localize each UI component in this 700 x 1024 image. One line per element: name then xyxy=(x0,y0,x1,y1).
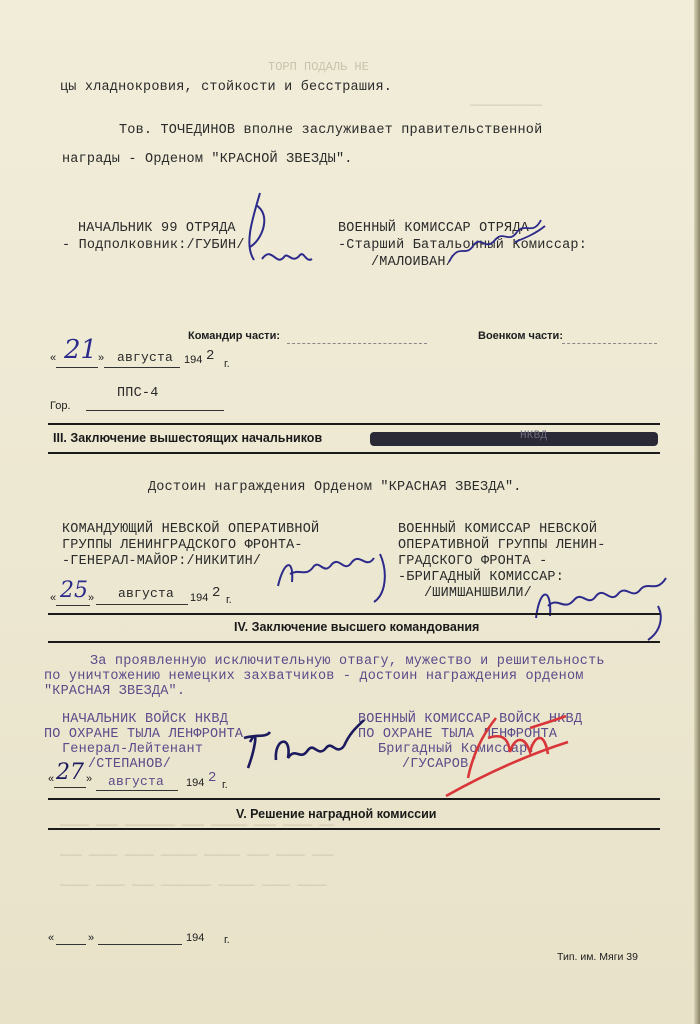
month-underline xyxy=(98,944,182,945)
section-5-title: V. Решение наградной комиссии xyxy=(236,807,437,821)
year-prefix: 194 xyxy=(186,777,205,789)
year-prefix: 194 xyxy=(186,932,205,944)
section-divider xyxy=(48,423,660,425)
date-day: 27 xyxy=(56,760,84,785)
redaction-mark xyxy=(370,432,658,446)
city-label: Гор. xyxy=(50,400,71,412)
year-digit: 2 xyxy=(212,585,221,601)
date-day: 21 xyxy=(64,335,98,365)
signatory-title: КОМАНДУЮЩИЙ НЕВСКОЙ ОПЕРАТИВНОЙ xyxy=(62,522,320,537)
month-underline xyxy=(104,367,180,368)
date-underline xyxy=(56,367,98,368)
signatory-name: /СТЕПАНОВ/ xyxy=(88,757,172,772)
date-quote-open: « xyxy=(50,352,57,364)
section-4-title: IV. Заключение высшего командования xyxy=(234,620,480,634)
signatory-title: НАЧАЛЬНИК ВОЙСК НКВД xyxy=(62,712,229,727)
section-divider xyxy=(48,798,660,800)
text-line: Тов. ТОЧЕДИНОВ вполне заслуживает правительственной xyxy=(119,123,543,138)
bleed-through-text: ———— ———— ——— ——————— ————— ———— ———— xyxy=(60,878,327,892)
bleed-through-text: ———— ——— ——————— ——— ————— ——— ———— —— xyxy=(60,818,334,832)
year-digit: 2 xyxy=(206,348,215,364)
signatory-title: Генерал-Лейтенант xyxy=(62,742,204,757)
bleed-through-text: ——— ———— ———— ————— ————— ——— ———— ——— xyxy=(60,848,334,862)
signatory-name: /ГУСАРОВ/ xyxy=(402,757,477,772)
signature-gusarov-red xyxy=(438,708,578,803)
date-quote-close: » xyxy=(98,352,105,364)
signature-line xyxy=(562,343,657,344)
signatory-title: ВОЕННЫЙ КОМИССАР ВОЙСК НКВД xyxy=(358,712,583,727)
bleed-through-text: —————————— xyxy=(470,98,543,112)
year-prefix: 194 xyxy=(190,592,209,604)
section-3-title: III. Заключение вышестоящих начальников xyxy=(53,431,323,445)
date-month: августа xyxy=(118,586,175,601)
signature-line xyxy=(287,343,427,344)
signature-stepanov xyxy=(240,712,370,782)
year-prefix: 194 xyxy=(184,354,203,366)
signatory-title: Бригадный Комиссар: xyxy=(378,742,536,757)
signature-maloivan xyxy=(445,212,555,272)
month-underline xyxy=(96,604,188,605)
signatory-title: ГРАДСКОГО ФРОНТА - xyxy=(398,554,548,569)
signatory-title: НАЧАЛЬНИК 99 ОТРЯДА xyxy=(78,221,236,236)
signatory-title: -Старший Батальонный Комиссар: xyxy=(338,238,588,253)
date-quote-open: « xyxy=(48,773,55,785)
signatory-title: -БРИГАДНЫЙ КОМИССАР: xyxy=(398,570,565,585)
date-quote-open: « xyxy=(48,932,55,944)
text-line: "КРАСНАЯ ЗВЕЗДА". xyxy=(44,684,186,699)
text-line: по уничтожению немецких захватчиков - достоин награждения орденом xyxy=(44,669,584,684)
signatory-name: /МАЛОИВАН/ xyxy=(371,255,455,270)
signatory-name: /ШИМШАНШВИЛИ/ xyxy=(424,586,532,601)
commander-label: Командир части: xyxy=(188,330,280,342)
date-day: 25 xyxy=(60,578,88,603)
redacted-text: НКВД xyxy=(520,430,548,442)
section-divider xyxy=(48,641,660,643)
signature-gubin xyxy=(232,185,322,280)
text-line: цы хладнокровия, стойкости и бесстрашия. xyxy=(60,80,393,95)
date-quote-close: » xyxy=(88,932,95,944)
date-quote-close: » xyxy=(88,592,95,604)
month-underline xyxy=(96,790,178,791)
signatory-title: ПО ОХРАНЕ ТЫЛА ЛЕНФРОНТА xyxy=(358,727,558,742)
section-divider xyxy=(48,613,660,615)
date-underline xyxy=(56,944,86,945)
signature-shimshanshvili xyxy=(530,566,680,646)
section-divider xyxy=(48,828,660,830)
signatory-title: ВОЕННЫЙ КОМИССАР ОТРЯДА xyxy=(338,221,529,236)
date-quote-close: » xyxy=(86,773,93,785)
section-divider xyxy=(48,452,660,454)
year-suffix: г. xyxy=(224,934,230,946)
date-quote-open: « xyxy=(50,592,57,604)
date-month: августа xyxy=(117,350,174,365)
date-underline xyxy=(54,787,86,788)
city-underline xyxy=(86,410,224,411)
page-edge xyxy=(694,0,700,1024)
conclusion-text: Достоин награждения Орденом "КРАСНАЯ ЗВЕЗДА". xyxy=(148,480,522,495)
year-suffix: г. xyxy=(222,779,228,791)
date-underline xyxy=(56,605,90,606)
printer-mark: Тип. им. Мяги 39 xyxy=(557,951,638,963)
date-month: августа xyxy=(108,774,165,789)
signatory-name: - Подполковник:/ГУБИН/ xyxy=(62,238,245,253)
bleed-through-text: ТОРП ПОДАЛЬ НЕ xyxy=(268,60,369,74)
signatory-title: ПО ОХРАНЕ ТЫЛА ЛЕНФРОНТА xyxy=(44,727,244,742)
year-suffix: г. xyxy=(226,594,232,606)
signatory-title: ОПЕРАТИВНОЙ ГРУППЫ ЛЕНИН- xyxy=(398,538,606,553)
signatory-title: ГРУППЫ ЛЕНИНГРАДСКОГО ФРОНТА- xyxy=(62,538,303,553)
text-line: За проявленную исключительную отвагу, мужество и решительность xyxy=(90,654,605,669)
city-value: ППС-4 xyxy=(117,386,159,401)
year-digit: 2 xyxy=(208,770,217,786)
commissar-label: Военком части: xyxy=(478,330,563,342)
text-line: награды - Орденом "КРАСНОЙ ЗВЕЗДЫ". xyxy=(62,152,353,167)
signature-nikitin xyxy=(270,538,400,613)
signatory-title: ВОЕННЫЙ КОМИССАР НЕВСКОЙ xyxy=(398,522,598,537)
signatory-name: -ГЕНЕРАЛ-МАЙОР:/НИКИТИН/ xyxy=(62,554,262,569)
year-suffix: г. xyxy=(224,358,230,370)
